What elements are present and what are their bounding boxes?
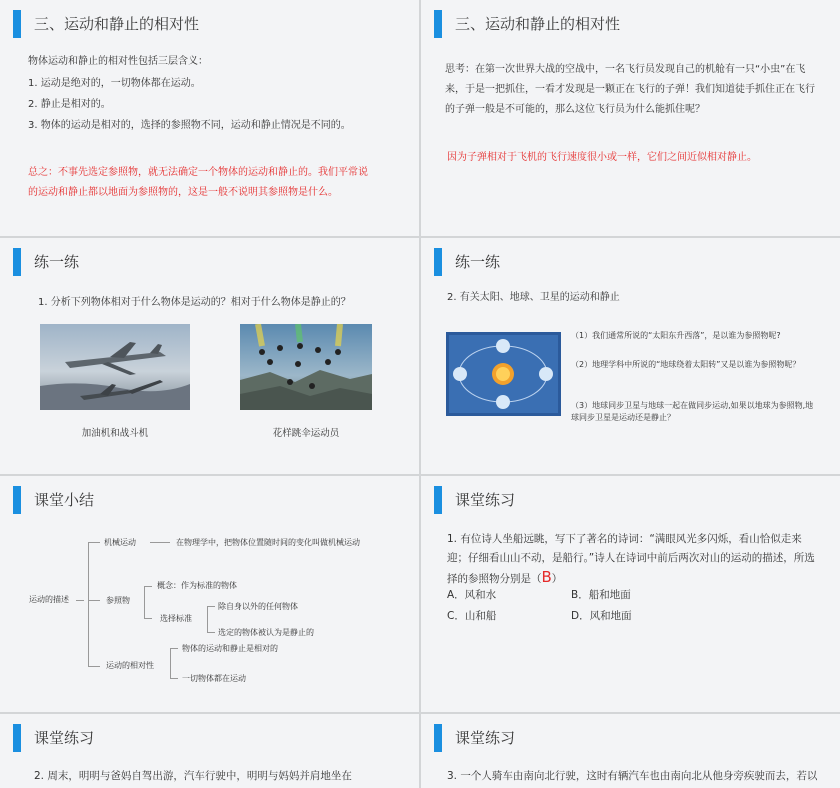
title-accent-bar (13, 10, 21, 38)
answer-text: 因为子弹相对于飞机的飞行速度很小或一样，它们之间近似相对静止。 (447, 152, 757, 163)
sun-earth-orbit-image (446, 332, 561, 416)
slide-title: 课堂练习 (455, 491, 516, 509)
slide-3[interactable] (0, 238, 419, 474)
question-text: 2. 周末，明明与爸妈自驾出游，汽车行驶中，明明与妈妈并肩地坐在 (34, 770, 352, 782)
slide-5[interactable] (0, 476, 419, 712)
image-caption-skydivers: 花样跳伞运动员 (272, 428, 340, 439)
node-criteria-any-object: 除自身以外的任何物体 (218, 602, 298, 611)
question-1: （1）我们通常所说的“太阳东升西落”，是以谁为参照物呢? (571, 331, 781, 340)
title-accent-bar (13, 724, 21, 752)
question-3: （3）地球同步卫星与地球一起在做同步运动,如果以地球为参照物,地球同步卫星是运动还是静止？ (571, 401, 814, 422)
slide-title: 课堂小结 (34, 491, 95, 509)
node-relativity-of-motion: 运动的相对性 (106, 661, 154, 670)
slide-2[interactable] (421, 0, 840, 236)
slide-title: 三、运动和静止的相对性 (455, 15, 621, 33)
option-b[interactable]: B．船和地面 (571, 589, 631, 601)
slide-1[interactable] (0, 0, 419, 236)
slide-6[interactable] (421, 476, 840, 712)
point-1: 1. 运动是绝对的，一切物体都在运动。 (28, 78, 201, 89)
node-reference-object: 参照物 (106, 596, 130, 605)
image-caption-refueling: 加油机和战斗机 (81, 428, 149, 439)
question-stem: 1. 有位诗人坐船远眺，写下了著名的诗词：“满眼风光多闪烁，看山恰似走来迎；仔细看山山不动，是船行。”诗人在诗词中前后两次对山的运动的描述，所选择的参照物分别是（ (447, 533, 815, 585)
node-selection-criteria: 选择标准 (160, 614, 192, 623)
title-accent-bar (434, 724, 442, 752)
title-accent-bar (434, 10, 442, 38)
node-relativity-1: 物体的运动和静止是相对的 (182, 644, 278, 653)
option-c[interactable]: C．山和船 (447, 610, 497, 622)
title-accent-bar (434, 248, 442, 276)
slide-title: 课堂练习 (34, 729, 95, 747)
summary-diagram (0, 476, 419, 712)
node-criteria-considered-static: 选定的物体被认为是静止的 (218, 628, 314, 637)
question-text: 思考：在第一次世界大战的空战中，一名飞行员发现自己的机舱有一只“小虫”在飞来，于是一把抓住，一看才发现是一颗正在飞行的子弹！我们知道徒手抓住正在飞行的子弹一般是不可能的，那么这位飞行员为什么能抓住呢？ (445, 64, 815, 115)
question-text (447, 530, 817, 589)
slide-title: 练一练 (455, 253, 501, 271)
slide-8[interactable] (421, 714, 840, 788)
intro-text: 物体运动和静止的相对性包括三层含义： (28, 56, 208, 67)
slide-title: 三、运动和静止的相对性 (34, 15, 200, 33)
node-mechanical-motion: 机械运动 (104, 538, 136, 547)
point-3: 3. 物体的运动是相对的，选择的参照物不同，运动和静止情况是不同的。 (28, 120, 351, 131)
node-mechanical-motion-definition: 在物理学中，把物体位置随时间的变化叫做机械运动 (176, 538, 360, 547)
title-accent-bar (434, 486, 442, 514)
refueling-aircraft-image (40, 324, 190, 410)
slide-7[interactable] (0, 714, 419, 788)
point-2: 2. 静止是相对的。 (28, 99, 111, 110)
slide-4[interactable] (421, 238, 840, 474)
node-motion-description: 运动的描述 (29, 595, 69, 604)
slide-title: 课堂练习 (455, 729, 516, 747)
question-text: 3. 一个人骑车由南向北行驶，这时有辆汽车也由南向北从他身旁疾驶而去，若以 (447, 770, 818, 782)
summary-text: 总之：不事先选定参照物，就无法确定一个物体的运动和静止的。我们平常说的运动和静止都以地面为参照物的，这是一般不说明其参照物是什么。 (28, 167, 368, 198)
title-accent-bar (13, 248, 21, 276)
question-text: 1. 分析下列物体相对于什么物体是运动的？相对于什么物体是静止的？ (38, 297, 351, 308)
question-close: ） (551, 573, 563, 585)
skydivers-image (240, 324, 372, 410)
answer-letter: B (541, 568, 552, 586)
node-relativity-2: 一切物体都在运动 (182, 674, 246, 683)
option-a[interactable]: A．风和水 (447, 589, 497, 601)
option-d[interactable]: D．风和地面 (571, 610, 632, 622)
node-concept: 概念：作为标准的物体 (157, 581, 237, 590)
question-text: 2. 有关太阳、地球、卫星的运动和静止 (447, 292, 620, 303)
slide-title: 练一练 (34, 253, 80, 271)
question-2: （2）地理学科中所说的“地球绕着太阳转”又是以谁为参照物呢？ (571, 360, 801, 369)
